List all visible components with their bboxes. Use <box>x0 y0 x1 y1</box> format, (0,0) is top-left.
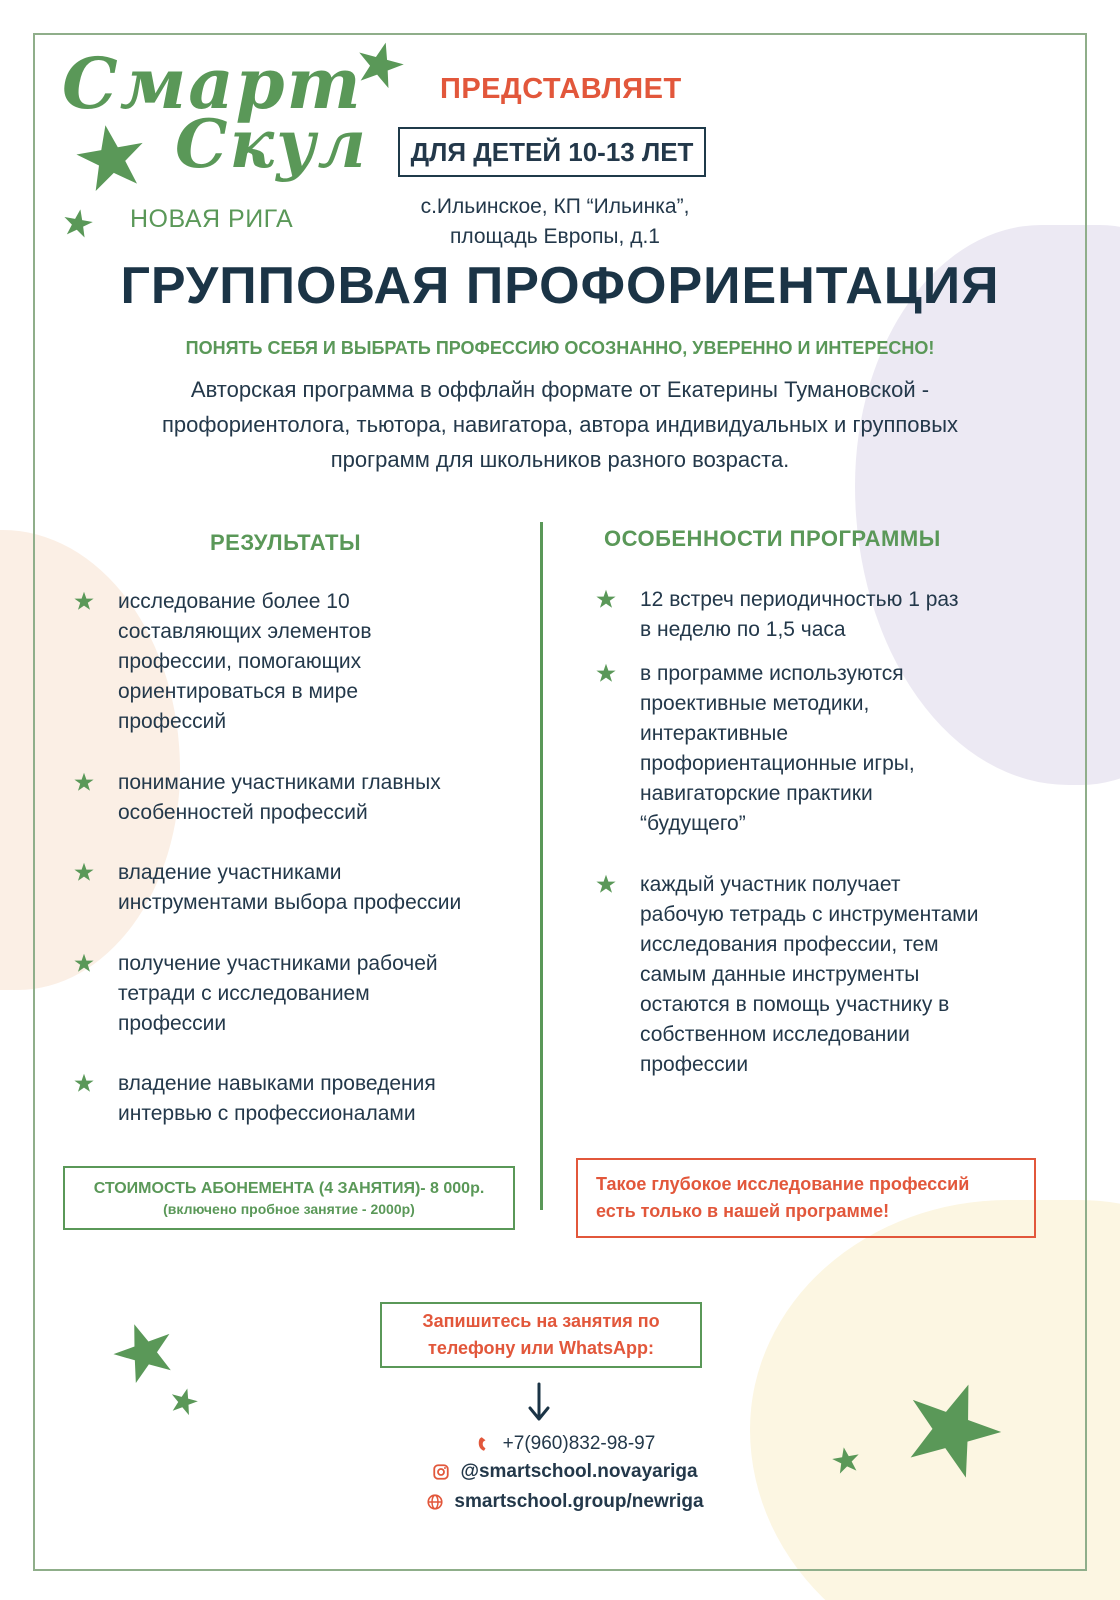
age-badge: ДЛЯ ДЕТЕЙ 10-13 ЛЕТ <box>398 127 706 177</box>
logo-text-line1: Смарт <box>62 42 363 125</box>
signup-box <box>380 1302 702 1368</box>
star-icon <box>61 206 96 241</box>
list-item <box>118 768 441 828</box>
star-icon <box>596 663 616 683</box>
star-icon <box>74 862 94 882</box>
star-icon <box>74 953 94 973</box>
contact-instagram[interactable] <box>375 1461 755 1483</box>
unique-line1: Такое глубокое исследование профессий <box>596 1174 970 1194</box>
logo-text-line2: Скул <box>175 105 368 183</box>
list-item-text: владение участниками инструментами выбора профессии <box>118 861 462 914</box>
price-box <box>63 1166 515 1230</box>
list-item <box>640 870 978 1080</box>
presents-label: ПРЕДСТАВЛЯЕТ <box>440 73 682 105</box>
list-item <box>118 587 372 737</box>
list-item-text: получение участниками рабочей тетради с исследованием профессии <box>118 952 438 1035</box>
star-icon <box>69 116 152 197</box>
logo-city: НОВАЯ РИГА <box>130 205 294 233</box>
list-item <box>640 659 915 839</box>
list-item-text: понимание участниками главных особенностей профессий <box>118 771 441 824</box>
star-icon <box>74 1073 94 1093</box>
list-item <box>118 949 438 1039</box>
signup-line1: Запишитесь на занятия по <box>422 1311 660 1331</box>
page-subtitle: ПОНЯТЬ СЕБЯ И ВЫБРАТЬ ПРОФЕССИЮ ОСОЗНАННО, УВЕРЕННО И ИНТЕРЕСНО! <box>185 338 935 358</box>
star-icon <box>596 589 616 609</box>
list-item-text: исследование более 10 составляющих элементов профессии, помогающих ориентироваться в мире профессий <box>118 590 372 733</box>
list-item-text: 12 встреч периодичностью 1 раз в неделю по 1,5 часа <box>640 588 959 641</box>
price-main: СТОИМОСТЬ АБОНЕМЕНТА (4 ЗАНЯТИЯ)- 8 000р. <box>93 1179 485 1197</box>
list-item-text: каждый участник получает рабочую тетрадь с инструментами исследования профессии, тем самым данные инструменты остаются в помощь участнику в собственном исследовании профессии <box>640 873 979 1076</box>
website-link[interactable]: smartschool.group/newriga <box>454 1491 704 1512</box>
intro-text <box>60 372 1060 477</box>
star-icon <box>830 1444 862 1476</box>
instagram-handle[interactable]: @smartschool.novayariga <box>460 1461 698 1482</box>
intro-line: Авторская программа в оффлайн формате от Екатерины Тумановской - <box>190 377 930 402</box>
signup-line2: телефону или WhatsApp: <box>428 1338 654 1358</box>
unique-line2: есть только в нашей программе! <box>596 1201 890 1221</box>
list-item-text: владение навыками проведения интервью с профессионалами <box>118 1072 436 1125</box>
star-icon <box>74 591 94 611</box>
address-line1: с.Ильинское, КП “Ильинка”, <box>420 195 690 218</box>
list-item <box>640 585 958 645</box>
phone-number[interactable]: +7(960)832-98-97 <box>502 1433 656 1454</box>
star-icon <box>74 772 94 792</box>
contact-phone[interactable] <box>375 1433 755 1455</box>
price-note: (включено пробное занятие - 2000р) <box>163 1200 415 1217</box>
results-heading: РЕЗУЛЬТАТЫ <box>210 530 361 555</box>
page-title: ГРУППОВАЯ ПРОФОРИЕНТАЦИЯ <box>120 257 1000 315</box>
intro-line: программ для школьников разного возраста. <box>330 447 790 472</box>
address-line2: площадь Европы, д.1 <box>450 225 660 248</box>
globe-icon <box>426 1493 444 1511</box>
list-item-text: в программе используются проективные методики, интерактивные профориентационные игры, навигаторские практики “будущего” <box>640 662 915 835</box>
instagram-icon <box>432 1463 450 1481</box>
intro-line: профориентолога, тьютора, навигатора, автора индивидуальных и групповых <box>161 412 959 437</box>
contact-website[interactable] <box>375 1491 755 1513</box>
phone-icon <box>475 1435 493 1453</box>
arrow-down-icon <box>527 1382 551 1422</box>
unique-box <box>576 1158 1036 1238</box>
column-divider <box>540 522 543 1210</box>
features-heading: ОСОБЕННОСТИ ПРОГРАММЫ <box>604 526 941 551</box>
star-icon <box>596 874 616 894</box>
list-item <box>118 1069 436 1129</box>
list-item <box>118 858 461 918</box>
